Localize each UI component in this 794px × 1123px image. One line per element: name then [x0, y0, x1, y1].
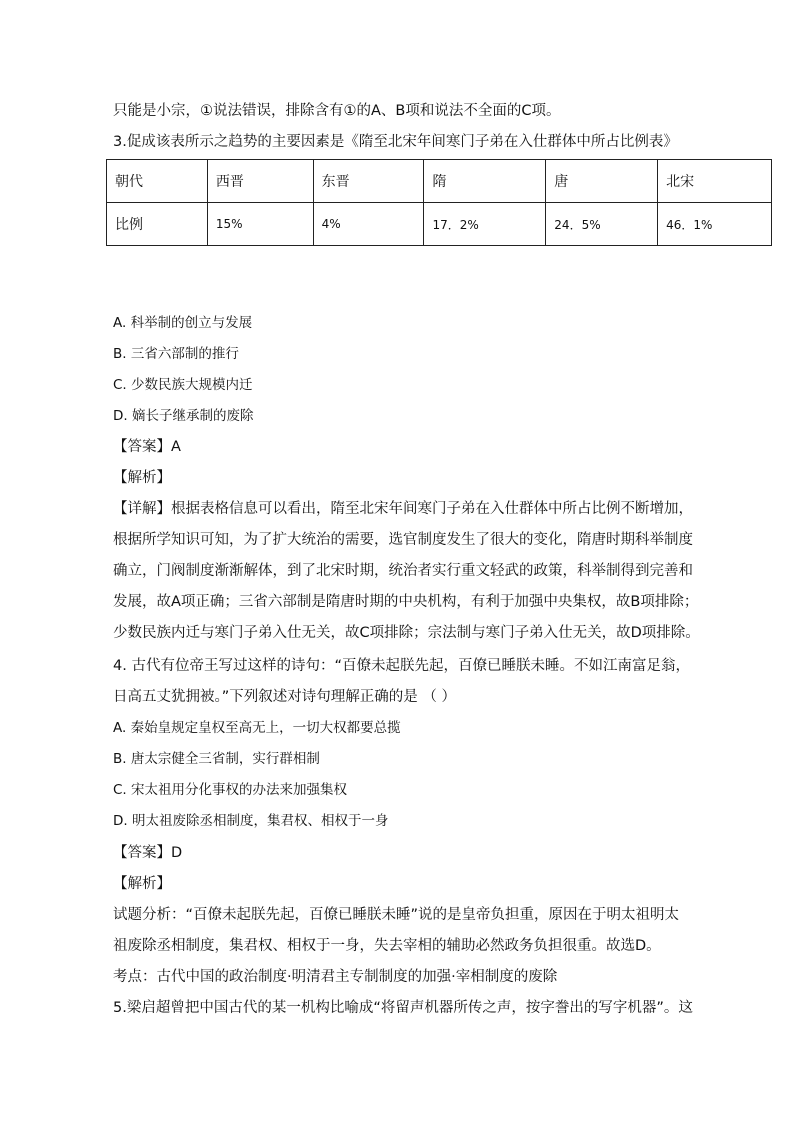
table-cell: 比例 [107, 203, 208, 246]
q3-detail-line: 根据所学知识可知，为了扩大统治的需要，选官制度发生了很大的变化，隋唐时期科举制度 [113, 532, 693, 548]
q3-option-d: D. 嫡长子继承制的废除 [113, 408, 254, 424]
q5-stem: 5.梁启超曾把中国古代的某一机构比喻成“将留声机器所传之声，按字誊出的写字机器”。这 [113, 1000, 693, 1016]
q4-option-b: B. 唐太宗健全三省制，实行群相制 [113, 751, 320, 767]
table-cell: 46．1% [658, 203, 772, 246]
q4-analysis-label: 【解析】 [113, 876, 171, 892]
q3-detail-line: 【详解】根据表格信息可以看出，隋至北宋年间寒门子弟在入仕群体中所占比例不断增加， [113, 501, 693, 517]
table-cell: 唐 [546, 160, 658, 203]
table-cell: 朝代 [107, 160, 208, 203]
table-cell: 隋 [424, 160, 546, 203]
table-cell: 4% [313, 203, 424, 246]
intro-line: 只能是小宗，①说法错误，排除含有①的A、B项和说法不全面的C项。 [113, 103, 561, 119]
q4-option-a: A. 秦始皇规定皇权至高无上，一切大权都要总揽 [113, 720, 401, 736]
table-cell: 17．2% [424, 203, 546, 246]
q4-kaodian: 考点：古代中国的政治制度·明清君主专制制度的加强·宰相制度的废除 [113, 969, 558, 985]
table-row [107, 203, 772, 246]
table-cell: 西晋 [207, 160, 313, 203]
q3-analysis-label: 【解析】 [113, 470, 171, 486]
q4-analysis-line: 试题分析：“百僚未起朕先起，百僚已睡朕未睡”说的是皇帝负担重，原因在于明太祖明太 [113, 907, 680, 923]
q4-stem-line: 4. 古代有位帝王写过这样的诗句：“百僚未起朕先起，百僚已睡朕未睡。不如江南富足翁， [113, 658, 690, 674]
q4-stem-line: 日高五丈犹拥被。”下列叙述对诗句理解正确的是 （ ） [113, 689, 456, 705]
table-cell: 东晋 [313, 160, 424, 203]
q3-detail-line: 少数民族内迁与寒门子弟入仕无关，故C项排除；宗法制与寒门子弟入仕无关，故D项排除。 [113, 625, 700, 641]
q3-detail-line: 发展，故A项正确；三省六部制是隋唐时期的中央机构，有利于加强中央集权，故B项排除； [113, 594, 699, 610]
q3-option-c: C. 少数民族大规模内迁 [113, 377, 253, 393]
q3-stem: 3.促成该表所示之趋势的主要因素是《隋至北宋年间寒门子弟在入仕群体中所占比例表》 [113, 134, 678, 150]
q3-detail-line: 确立，门阀制度渐渐解体，到了北宋时期，统治者实行重文轻武的政策，科举制得到完善和 [113, 563, 693, 579]
table-header-row [107, 160, 772, 203]
table-cell: 15% [207, 203, 313, 246]
q4-option-c: C. 宋太祖用分化事权的办法来加强集权 [113, 782, 348, 798]
q4-answer: 【答案】D [113, 845, 183, 861]
q4-option-d: D. 明太祖废除丞相制度，集君权、相权于一身 [113, 813, 389, 829]
q3-answer: 【答案】A [113, 439, 181, 455]
table-cell: 北宋 [658, 160, 772, 203]
ratio-table [106, 159, 772, 246]
q4-analysis-line: 祖废除丞相制度，集君权、相权于一身，失去宰相的辅助必然政务负担很重。故选D。 [113, 938, 661, 954]
q3-option-a: A. 科举制的创立与发展 [113, 315, 253, 331]
table-cell: 24．5% [546, 203, 658, 246]
q3-option-b: B. 三省六部制的推行 [113, 346, 239, 362]
